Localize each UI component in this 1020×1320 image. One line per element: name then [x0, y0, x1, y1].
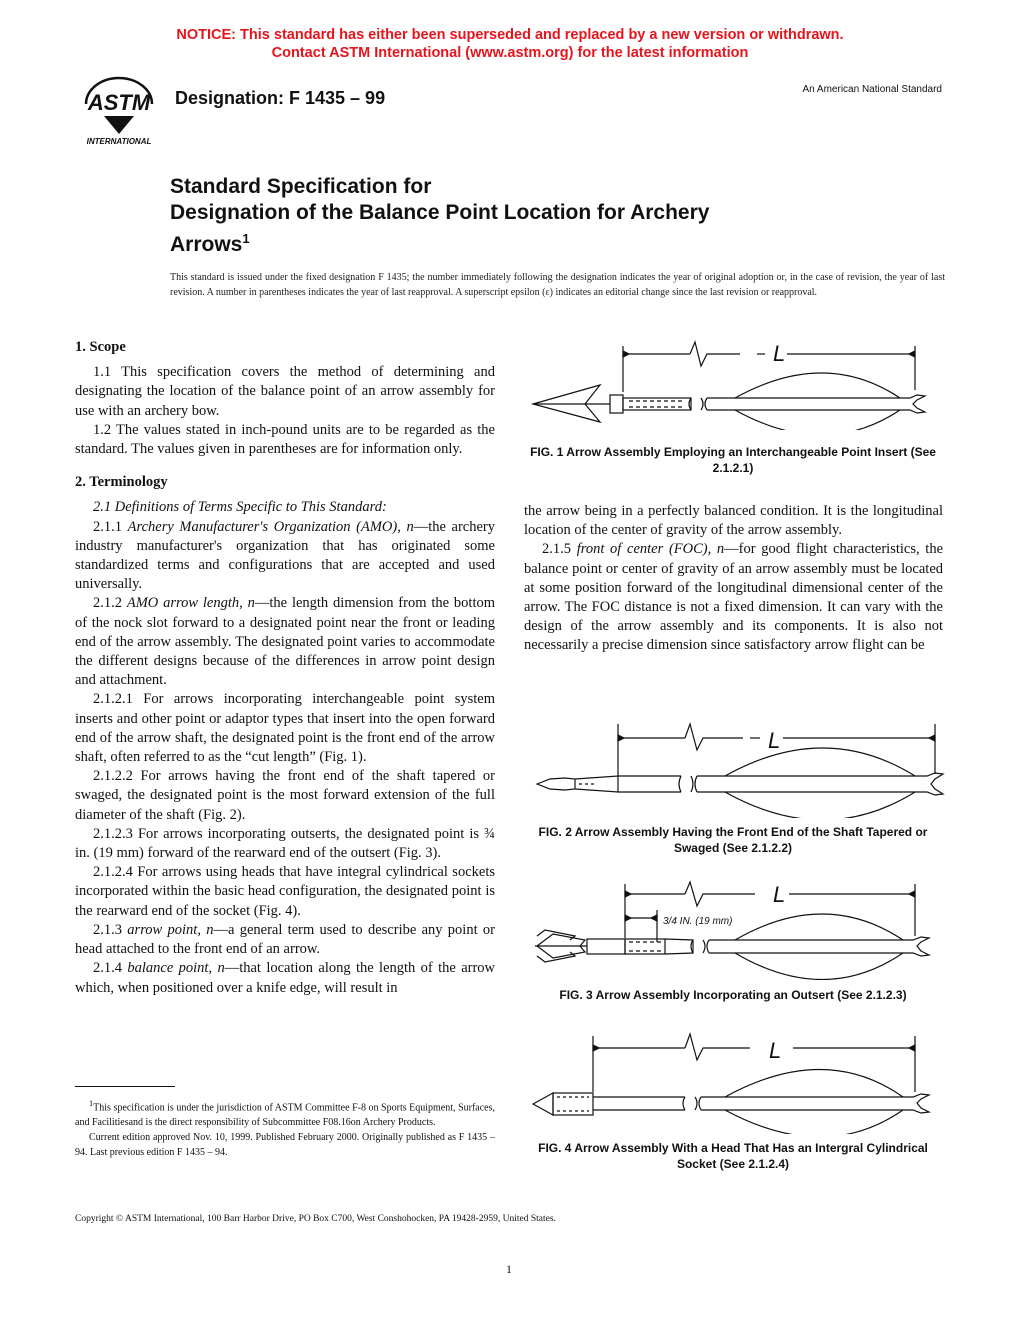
para-2-1-2: 2.1.2 AMO arrow length, n—the length dimension from the bottom of the nock slot forward to a designated point near the front or leading end of the arrow assembly. The designated point varies to accommodate the different designs because of the differences in arrow point design and attachment. — [75, 595, 496, 689]
fig1-length-label: L — [773, 341, 786, 366]
notice-line-2: Contact ASTM International (www.astm.org) for the latest information — [271, 45, 749, 61]
right-column — [524, 502, 943, 656]
figure-2-diagram — [525, 718, 945, 818]
para-2-1: 2.1 Definitions of Terms Specific to This Standard: — [93, 499, 387, 516]
para-2-1-2-1: 2.1.2.1 For arrows incorporating interchangeable point system inserts and other point or adaptor types that insert into the open forward end of the arrow shaft, the designated point is the front end of the arrow shaft, often referred to as the “cut length” (Fig. 1). — [75, 691, 495, 766]
para-2-1-3: 2.1.3 arrow point, n—a general term used to describe any point or head attached to the front end of an arrow. — [75, 921, 495, 958]
fig3-length-label: L — [773, 882, 786, 907]
title-footnote-mark: 1 — [242, 231, 250, 246]
para-2-1-2-4: 2.1.2.4 For arrows using heads that have integral cylindrical sockets incorporated within the basic head configuration, the designated point is the rearward end of the socket (Fig. 4). — [75, 864, 495, 919]
withdrawal-notice — [0, 26, 1020, 62]
terminology-heading: 2. Terminology — [75, 474, 168, 491]
page-title — [170, 174, 709, 258]
preface: This standard is issued under the fixed designation F 1435; the number immediately following the designation indicates the year of original adoption or, in the case of revision, the year of last revision. A number in parentheses indicates the year of last reapproval. A superscript epsilon (ε) indicates an editorial change since the last revision or reapproval. — [170, 272, 945, 298]
title-line-2: Designation of the Balance Point Location for Archery — [170, 201, 710, 224]
figure-1-diagram — [525, 340, 945, 430]
para-2-1-4: 2.1.4 balance point, n—that location along the length of the arrow which, when positioned over a knife edge, will result in — [75, 960, 496, 996]
notice-line-1: NOTICE: This standard has either been superseded and replaced by a new version or withdrawn. — [176, 27, 844, 43]
figure-4-diagram — [525, 1030, 945, 1134]
logo-text: ASTM — [87, 90, 151, 115]
left-column — [75, 338, 495, 998]
astm-logo-icon — [74, 74, 164, 148]
para-1-1: 1.1 This specification covers the method of determining and designating the location of the balance point of an arrow assembly for use with an archery bow. — [75, 364, 495, 419]
para-2-1-4-cont: the arrow being in a perfectly balanced condition. It is the longitudinal location of the center of gravity of the arrow assembly. — [524, 503, 943, 539]
fig4-length-label: L — [769, 1038, 782, 1063]
para-2-1-5: 2.1.5 front of center (FOC), n—for good flight characteristics, the balance point or center of gravity of an arrow assembly must be located at some position forward of the longitudinal dimensional center of the arrow. The FOC distance is not a fixed dimension. It can vary with the design of the arrow assembly and its components. It is also not necessarily a precise dimension since satisfactory arrow flight can be — [524, 541, 944, 654]
designation: Designation: F 1435 – 99 — [175, 88, 386, 108]
footnote-divider — [75, 1086, 175, 1087]
figure-4-caption: FIG. 4 Arrow Assembly With a Head That Has an Intergral Cylindrical Socket (See 2.1.2.4) — [538, 1141, 928, 1171]
figure-3-caption: FIG. 3 Arrow Assembly Incorporating an Outsert (See 2.1.2.3) — [559, 988, 907, 1002]
scope-heading: 1. Scope — [75, 339, 126, 355]
para-2-1-2-2: 2.1.2.2 For arrows having the front end of the shaft tapered or swaged, the designated point is the most forward extension of the full diameter of the shaft (Fig. 2). — [75, 768, 495, 823]
para-2-1-2-3: 2.1.2.3 For arrows incorporating outserts, the designated point is ¾ in. (19 mm) forward of the rearward end of the outsert (Fig. 3). — [75, 825, 495, 862]
footnote-1: $^1$This specification is under the jurisdiction of ASTM Committee F-8 on Sports Equipment, Surfaces, and Facilitiesand is the direct responsibility of Subcommittee F08.16on Archery Products. — [75, 1099, 495, 1129]
figure-3-diagram — [525, 880, 945, 980]
fig2-length-label: L — [768, 728, 781, 753]
logo-subtext: INTERNATIONAL — [86, 137, 152, 146]
figure-1-caption: FIG. 1 Arrow Assembly Employing an Interchangeable Point Insert (See 2.1.2.1) — [530, 445, 936, 475]
national-standard-label: An American National Standard — [802, 84, 942, 95]
para-1-2: 1.2 The values stated in inch-pound units are to be regarded as the standard. The values given in parentheses are for information only. — [75, 421, 495, 458]
footnote — [75, 1096, 495, 1160]
page-number: 1 — [506, 1262, 512, 1276]
para-2-1-1: 2.1.1 Archery Manufacturer's Organization (AMO), n—the archery industry manufacturer's organization that has originated some standardized terms and configurations that are accepted and used universally. — [75, 518, 495, 593]
copyright: Copyright © ASTM International, 100 Barr Harbor Drive, PO Box C700, West Conshohocken, PA 19428-2959, United States. — [75, 1214, 556, 1224]
figure-2-caption: FIG. 2 Arrow Assembly Having the Front End of the Shaft Tapered or Swaged (See 2.1.2.2) — [538, 825, 928, 855]
fig3-offset-label: 3/4 IN. (19 mm) — [663, 916, 733, 927]
title-line-3: Arrows — [170, 233, 243, 256]
title-line-1: Standard Specification for — [170, 175, 432, 198]
footnote-2: Current edition approved Nov. 10, 1999. Published February 2000. Originally published as F 1435 – 94. Last previous edition F 1435 – 94. — [75, 1132, 495, 1159]
